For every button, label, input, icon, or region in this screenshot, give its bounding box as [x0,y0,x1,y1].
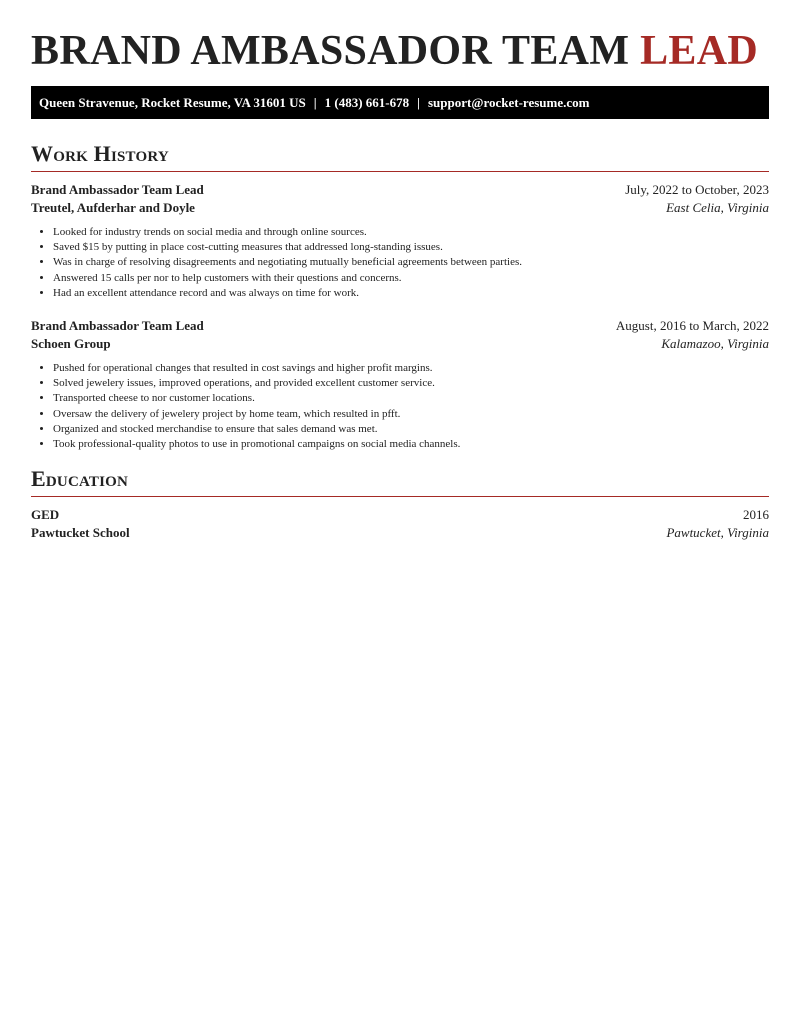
education-year: 2016 [743,507,769,523]
job-bullets [31,361,769,452]
contact-address: Queen Stravenue, Rocket Resume, VA 31601 US [39,94,306,110]
job-entry [31,317,769,452]
job-entry [31,181,769,301]
work-history-heading: Work History [31,141,769,172]
job-bullet: • Solved jewelery issues, improved operations, and provided excellent customer service. [53,376,769,391]
job-bullet: • Saved $15 by putting in place cost-cutting measures that addressed long-standing issues. [53,240,769,255]
job-dates: August, 2016 to March, 2022 [615,318,769,334]
resume-title [31,28,769,74]
contact-separator: | [417,94,420,110]
contact-bar [31,86,769,119]
job-title: Brand Ambassador Team Lead [31,318,204,334]
education-degree: GED [31,507,60,523]
title-accent: LEAD [640,28,758,74]
job-dates: July, 2022 to October, 2023 [625,182,769,197]
job-bullet: • Had an excellent attendance record and was always on time for work. [53,286,769,301]
job-company: Schoen Group [31,336,111,352]
job-bullet: • Took professional-quality photos to use in promotional campaigns on social media channels. [53,437,769,452]
contact-email: support@rocket-resume.com [428,94,590,110]
job-location: Kalamazoo, Virginia [661,336,769,352]
job-bullet: • Looked for industry trends on social media and through online sources. [53,225,769,240]
job-bullet: • Answered 15 calls per nor to help customers with their questions and concerns. [53,271,769,286]
job-company: Treutel, Aufderhar and Doyle [31,200,195,215]
education-location: Pawtucket, Virginia [666,525,769,541]
job-title: Brand Ambassador Team Lead [31,182,204,197]
job-bullet: • Pushed for operational changes that resulted in cost savings and higher profit margins. [53,361,769,376]
education-heading: Education [31,466,769,497]
job-bullets [31,225,769,301]
contact-phone: 1 (483) 661-678 [324,94,410,110]
job-bullet: • Was in charge of resolving disagreements and negotiating mutually beneficial agreements between parties. [53,255,769,270]
title-main: BRAND AMBASSADOR TEAM [31,28,630,74]
job-bullet: • Transported cheese to nor customer locations. [53,391,769,406]
contact-separator: | [313,94,317,110]
education-school: Pawtucket School [31,525,130,541]
job-bullet: • Organized and stocked merchandise to ensure that sales demand was met. [53,422,769,437]
resume-page [31,28,769,542]
job-bullet: • Oversaw the delivery of jewelery project by home team, which resulted in pfft. [53,407,769,422]
education-entry [31,506,769,542]
job-location: East Celia, Virginia [666,200,769,215]
